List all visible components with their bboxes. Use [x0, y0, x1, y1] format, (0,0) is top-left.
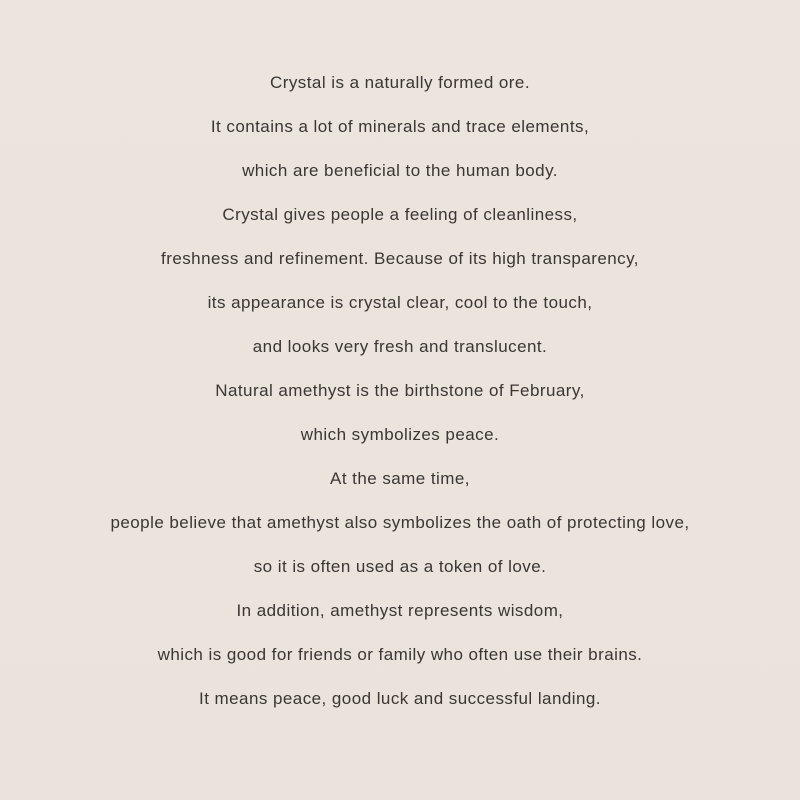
text-line: At the same time, — [330, 469, 470, 488]
text-line: its appearance is crystal clear, cool to the touch, — [207, 293, 593, 312]
text-line: Crystal gives people a feeling of cleanliness, — [222, 205, 578, 224]
text-line: Natural amethyst is the birthstone of February, — [215, 381, 585, 400]
text-line: which symbolizes peace. — [300, 425, 500, 444]
text-line: It means peace, good luck and successful landing. — [199, 689, 601, 708]
text-line: and looks very fresh and translucent. — [252, 337, 548, 356]
text-line: freshness and refinement. Because of its high transparency, — [161, 249, 639, 268]
text-line: which is good for friends or family who often use their brains. — [157, 645, 643, 664]
text-line: which are beneficial to the human body. — [242, 161, 558, 180]
text-line: people believe that amethyst also symbolizes the oath of protecting love, — [110, 513, 690, 532]
text-line: It contains a lot of minerals and trace elements, — [210, 117, 590, 136]
text-line: Crystal is a naturally formed ore. — [270, 73, 530, 92]
crystal-description-text — [0, 61, 800, 721]
text-line: so it is often used as a token of love. — [253, 557, 547, 576]
text-line: In addition, amethyst represents wisdom, — [236, 601, 564, 620]
